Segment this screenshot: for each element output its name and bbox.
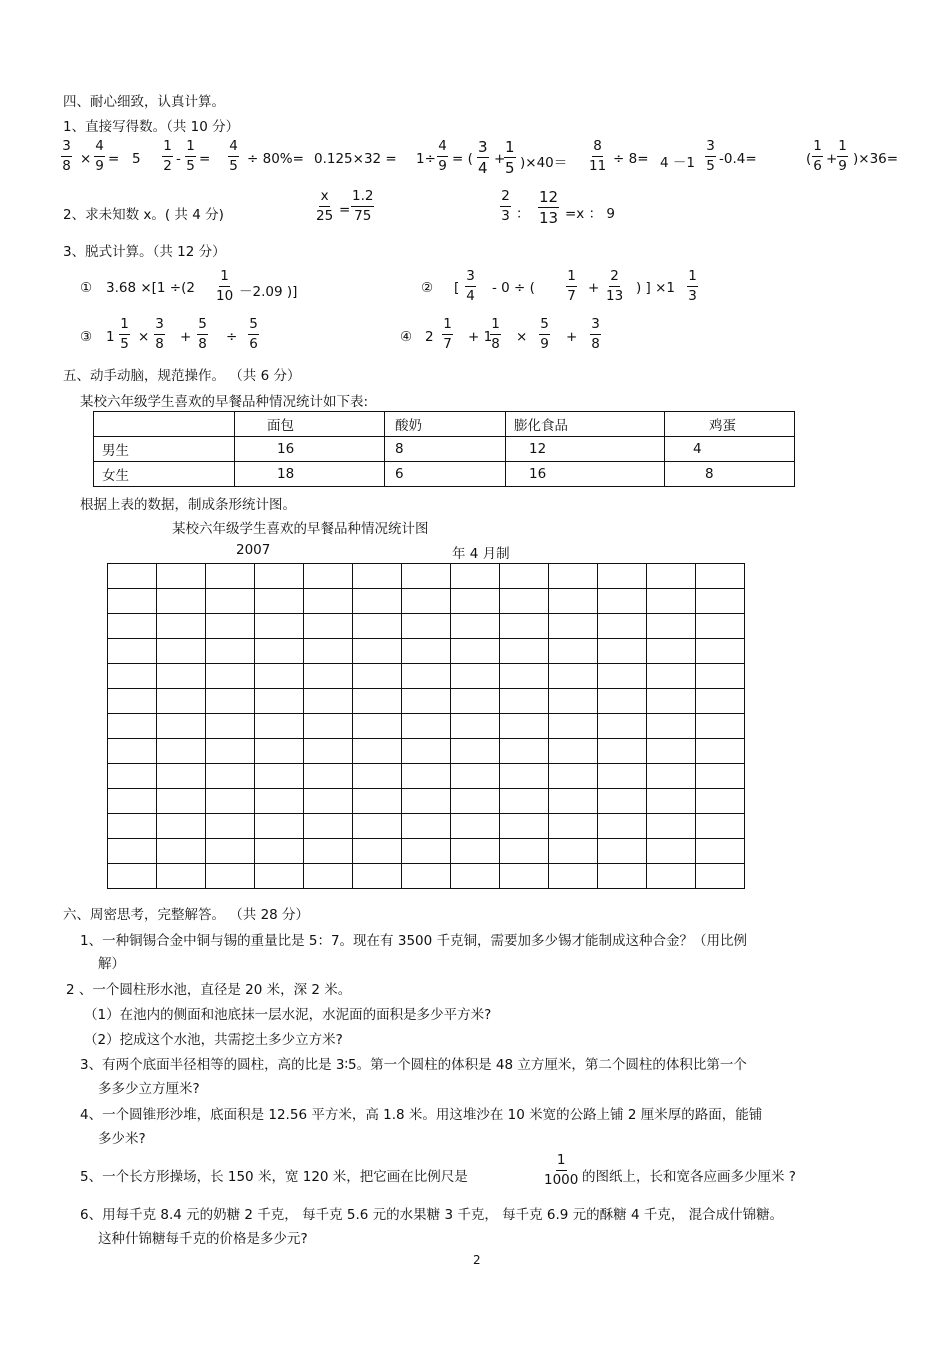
grid-cell xyxy=(108,739,157,764)
fraction: $\frac{1}{5}$ xyxy=(505,138,515,177)
grid-cell xyxy=(108,614,157,639)
number: 2 xyxy=(425,329,434,345)
problem-6: 6、用每千克 8.4 元的奶糖 2 千克， 每千克 5.6 元的水果糖 3 千克， 每千克 6.9 元的酥糖 4 千克， 混合成什锦糖。 xyxy=(80,1207,784,1223)
section4-heading: 四、耐心细致，认真计算。 xyxy=(63,94,225,110)
fraction: $\frac{3}{5}$ xyxy=(706,138,715,174)
problem-5-tail: 的图纸上，长和宽各应画多少厘米 ? xyxy=(582,1169,796,1185)
fraction: $\frac{3}{8}$ xyxy=(62,138,71,174)
grid-cell xyxy=(255,739,304,764)
grid-cell xyxy=(696,614,745,639)
expression: =x ： 9 xyxy=(565,206,615,222)
grid-cell xyxy=(206,664,255,689)
expression: 1÷ xyxy=(416,151,436,167)
grid-cell xyxy=(696,839,745,864)
grid-cell xyxy=(696,639,745,664)
item-marker: ① xyxy=(80,280,93,296)
grid-cell xyxy=(255,589,304,614)
grid-cell xyxy=(304,639,353,664)
fraction: $\frac{4}{9}$ xyxy=(95,138,104,174)
grid-cell xyxy=(451,689,500,714)
grid-cell xyxy=(402,739,451,764)
q1-title: 1、直接写得数。（共 10 分） xyxy=(63,119,240,135)
grid-row xyxy=(108,689,745,714)
fraction: $\frac{12}{13}$ xyxy=(539,188,559,227)
grid-cell xyxy=(500,739,549,764)
expression: －2.09 )] xyxy=(239,284,298,300)
table-row xyxy=(94,462,795,487)
fraction: $\frac{2}{13}$ xyxy=(606,268,624,304)
grid-cell xyxy=(500,589,549,614)
grid-cell xyxy=(108,564,157,589)
grid-cell xyxy=(549,839,598,864)
grid-cell xyxy=(598,764,647,789)
grid-cell xyxy=(598,589,647,614)
grid-cell xyxy=(353,789,402,814)
q2-title: 2、求未知数 x。( 共 4 分) xyxy=(63,207,224,223)
table-cell: 18 xyxy=(235,462,385,487)
grid-cell xyxy=(598,739,647,764)
grid-cell xyxy=(157,764,206,789)
grid-cell xyxy=(304,714,353,739)
grid-cell xyxy=(402,664,451,689)
fraction: $\frac{5}{9}$ xyxy=(540,316,549,352)
grid-cell xyxy=(157,639,206,664)
grid-cell xyxy=(451,864,500,889)
section5-heading: 五、动手动脑，规范操作。 （共 6 分） xyxy=(63,368,301,384)
grid-cell xyxy=(157,814,206,839)
number: 1 xyxy=(106,329,115,345)
grid-cell xyxy=(549,714,598,739)
problem-1-cont: 解） xyxy=(98,956,125,972)
grid-cell xyxy=(500,639,549,664)
problem-2-part-2: （2）挖成这个水池，共需挖土多少立方米? xyxy=(84,1032,343,1048)
expression: 4 －1 xyxy=(660,155,695,171)
fraction: $\frac{2}{3}$ xyxy=(501,188,510,224)
grid-cell xyxy=(108,814,157,839)
grid-cell xyxy=(451,714,500,739)
problem-3-cont: 多多少立方厘米? xyxy=(98,1081,200,1097)
grid-cell xyxy=(255,764,304,789)
grid-row xyxy=(108,839,745,864)
grid-cell xyxy=(598,714,647,739)
grid-cell xyxy=(500,714,549,739)
grid-cell xyxy=(549,814,598,839)
grid-cell xyxy=(647,839,696,864)
grid-cell xyxy=(402,564,451,589)
grid-cell xyxy=(549,639,598,664)
expression: )×40＝ xyxy=(520,155,568,171)
grid-cell xyxy=(451,639,500,664)
fraction: $\frac{1}{10}$ xyxy=(216,268,234,304)
expression: )×36= xyxy=(853,151,899,167)
operator: + xyxy=(826,151,838,167)
operator: ÷ xyxy=(226,329,238,345)
operator: + xyxy=(180,329,192,345)
grid-cell xyxy=(402,764,451,789)
grid-cell xyxy=(647,589,696,614)
number: 5 xyxy=(132,151,141,167)
fraction: $\frac{3}{4}$ xyxy=(466,268,475,304)
grid-cell xyxy=(549,789,598,814)
grid-cell xyxy=(598,864,647,889)
fraction: $\frac{1.2}{75}$ xyxy=(352,188,374,224)
grid-cell xyxy=(353,814,402,839)
grid-cell xyxy=(108,639,157,664)
grid-cell xyxy=(108,714,157,739)
table-cell: 8 xyxy=(665,462,795,487)
grid-cell xyxy=(206,764,255,789)
grid-cell xyxy=(206,864,255,889)
chart-date: 年 4 月制 xyxy=(452,546,510,562)
grid-cell xyxy=(500,564,549,589)
grid-cell xyxy=(598,789,647,814)
expression: ÷ 80%= xyxy=(247,151,304,167)
expression: 0.125×32 = xyxy=(314,151,397,167)
table-cell: 女生 xyxy=(94,462,235,487)
fraction: $\frac{1}{9}$ xyxy=(838,138,847,174)
operator: + 1 xyxy=(468,329,493,345)
table-cell: 16 xyxy=(506,462,665,487)
grid-cell xyxy=(451,589,500,614)
grid-cell xyxy=(353,714,402,739)
grid-cell xyxy=(402,714,451,739)
grid-cell xyxy=(206,639,255,664)
operator: × xyxy=(138,329,150,345)
grid-cell xyxy=(549,764,598,789)
operator: = ( xyxy=(452,151,473,167)
grid-cell xyxy=(206,814,255,839)
grid-cell xyxy=(255,564,304,589)
grid-cell xyxy=(304,739,353,764)
grid-cell xyxy=(696,739,745,764)
grid-cell xyxy=(108,864,157,889)
problem-5: 5、一个长方形操场，长 150 米，宽 120 米，把它画在比例尺是 xyxy=(80,1169,468,1185)
grid-cell xyxy=(108,764,157,789)
grid-cell xyxy=(206,714,255,739)
grid-cell xyxy=(647,639,696,664)
section6-heading: 六、周密思考，完整解答。 （共 28 分） xyxy=(63,907,310,923)
expression: - 0 ÷ ( xyxy=(492,280,535,296)
grid-row xyxy=(108,639,745,664)
grid-cell xyxy=(206,564,255,589)
fraction: $\frac{1}{2}$ xyxy=(163,138,172,174)
chart-year: 2007 xyxy=(236,542,271,558)
table-header: 膨化食品 xyxy=(506,412,665,437)
grid-cell xyxy=(647,814,696,839)
grid-cell xyxy=(696,814,745,839)
grid-cell xyxy=(157,614,206,639)
grid-cell xyxy=(255,864,304,889)
operator: ( xyxy=(806,151,812,167)
grid-cell xyxy=(647,714,696,739)
operator: + xyxy=(566,329,578,345)
operator: × xyxy=(516,329,528,345)
grid-cell xyxy=(255,664,304,689)
grid-row xyxy=(108,614,745,639)
grid-cell xyxy=(500,789,549,814)
grid-row xyxy=(108,864,745,889)
grid-cell xyxy=(353,764,402,789)
table-cell: 12 xyxy=(506,437,665,462)
grid-cell xyxy=(255,814,304,839)
chart-instruction: 根据上表的数据，制成条形统计图。 xyxy=(80,497,296,513)
grid-cell xyxy=(598,689,647,714)
operator: + xyxy=(588,280,600,296)
grid-cell xyxy=(451,564,500,589)
grid-cell xyxy=(255,689,304,714)
grid-cell xyxy=(500,664,549,689)
grid-cell xyxy=(304,839,353,864)
grid-cell xyxy=(647,664,696,689)
grid-cell xyxy=(696,789,745,814)
grid-cell xyxy=(598,564,647,589)
fraction: $\frac{3}{8}$ xyxy=(591,316,600,352)
grid-cell xyxy=(255,714,304,739)
grid-row xyxy=(108,564,745,589)
grid-cell xyxy=(549,689,598,714)
grid-cell xyxy=(255,789,304,814)
grid-cell xyxy=(598,839,647,864)
expression: ) ] ×1 xyxy=(636,280,676,296)
problem-6-cont: 这种什锦糖每千克的价格是多少元? xyxy=(98,1231,308,1247)
grid-cell xyxy=(304,814,353,839)
operator: ： xyxy=(516,206,530,222)
table-cell: 16 xyxy=(235,437,385,462)
grid-cell xyxy=(402,689,451,714)
table-header-row xyxy=(94,412,795,437)
grid-cell xyxy=(157,739,206,764)
grid-cell xyxy=(402,814,451,839)
grid-cell xyxy=(451,839,500,864)
grid-cell xyxy=(304,789,353,814)
grid-cell xyxy=(108,789,157,814)
grid-cell xyxy=(157,664,206,689)
grid-cell xyxy=(304,764,353,789)
grid-cell xyxy=(451,814,500,839)
grid-cell xyxy=(402,614,451,639)
fraction: $\frac{x}{25}$ xyxy=(316,188,334,224)
grid-row xyxy=(108,764,745,789)
grid-row xyxy=(108,739,745,764)
grid-cell xyxy=(206,614,255,639)
expression: ÷ 8= xyxy=(613,151,649,167)
grid-cell xyxy=(353,589,402,614)
grid-cell xyxy=(108,839,157,864)
grid-cell xyxy=(157,714,206,739)
expression: -0.4= xyxy=(719,151,757,167)
grid-cell xyxy=(696,664,745,689)
grid-cell xyxy=(451,739,500,764)
grid-cell xyxy=(157,589,206,614)
grid-row xyxy=(108,589,745,614)
grid-cell xyxy=(696,564,745,589)
item-marker: ③ xyxy=(80,329,93,345)
fraction: $\frac{4}{5}$ xyxy=(229,138,238,174)
grid-cell xyxy=(157,864,206,889)
grid-cell xyxy=(647,739,696,764)
grid-cell xyxy=(500,764,549,789)
grid-cell xyxy=(255,614,304,639)
grid-cell xyxy=(696,864,745,889)
problem-1: 1、一种铜锡合金中铜与锡的重量比是 5：7。现在有 3500 千克铜，需要加多少锡才能制成这种合金？（用比例 xyxy=(80,933,747,949)
grid-cell xyxy=(598,814,647,839)
grid-row xyxy=(108,814,745,839)
grid-cell xyxy=(353,639,402,664)
grid-cell xyxy=(353,739,402,764)
fraction: $\frac{5}{6}$ xyxy=(249,316,258,352)
table-cell: 6 xyxy=(385,462,506,487)
grid-cell xyxy=(402,639,451,664)
table-cell: 4 xyxy=(665,437,795,462)
problem-3: 3、有两个底面半径相等的圆柱，高的比是 3∶5。第一个圆柱的体积是 48 立方厘米，第二个圆柱的体积比第一个 xyxy=(80,1057,747,1073)
grid-cell xyxy=(353,689,402,714)
grid-cell xyxy=(549,589,598,614)
grid-cell xyxy=(353,839,402,864)
problem-2-part-1: （1）在池内的侧面和池底抹一层水泥，水泥面的面积是多少平方米? xyxy=(84,1007,492,1023)
chart-title: 某校六年级学生喜欢的早餐品种情况统计图 xyxy=(172,521,429,537)
fraction: $\frac{3}{8}$ xyxy=(155,316,164,352)
grid-cell xyxy=(549,864,598,889)
grid-cell xyxy=(255,839,304,864)
grid-cell xyxy=(451,614,500,639)
operator: = xyxy=(199,151,211,167)
grid-cell xyxy=(598,614,647,639)
grid-cell xyxy=(304,589,353,614)
grid-cell xyxy=(304,864,353,889)
grid-cell xyxy=(500,864,549,889)
grid-cell xyxy=(451,764,500,789)
grid-cell xyxy=(500,814,549,839)
grid-cell xyxy=(500,839,549,864)
table-header: 面包 xyxy=(235,412,385,437)
grid-cell xyxy=(206,839,255,864)
operator: + xyxy=(494,151,506,167)
q3-title: 3、脱式计算。（共 12 分） xyxy=(63,244,226,260)
breakfast-table xyxy=(93,411,795,487)
grid-cell xyxy=(549,664,598,689)
fraction: $\frac{1}{5}$ xyxy=(120,316,129,352)
grid-cell xyxy=(549,739,598,764)
grid-cell xyxy=(157,789,206,814)
grid-cell xyxy=(402,789,451,814)
operator: × xyxy=(80,151,92,167)
grid-cell xyxy=(206,739,255,764)
fraction: $\frac{8}{11}$ xyxy=(589,138,607,174)
item-marker: ② xyxy=(421,280,434,296)
table-cell: 男生 xyxy=(94,437,235,462)
operator: = xyxy=(108,151,120,167)
grid-cell xyxy=(696,764,745,789)
operator: - xyxy=(176,151,181,167)
grid-cell xyxy=(647,614,696,639)
table-header: 鸡蛋 xyxy=(665,412,795,437)
grid-cell xyxy=(108,689,157,714)
grid-cell xyxy=(549,614,598,639)
item-marker: ④ xyxy=(400,329,413,345)
grid-cell xyxy=(500,689,549,714)
table-header: 酸奶 xyxy=(385,412,506,437)
grid-row xyxy=(108,664,745,689)
operator: = xyxy=(339,202,351,218)
grid-cell xyxy=(647,864,696,889)
page-number: 2 xyxy=(473,1253,481,1267)
grid-cell xyxy=(549,564,598,589)
grid-cell xyxy=(500,614,549,639)
grid-cell xyxy=(696,714,745,739)
grid-cell xyxy=(402,839,451,864)
fraction: $\frac{1}{5}$ xyxy=(186,138,195,174)
fraction: $\frac{1}{8}$ xyxy=(491,316,500,352)
grid-cell xyxy=(304,689,353,714)
grid-cell xyxy=(353,614,402,639)
problem-4-cont: 多少米? xyxy=(98,1131,146,1147)
grid-cell xyxy=(255,639,304,664)
grid-cell xyxy=(353,564,402,589)
grid-cell xyxy=(157,564,206,589)
grid-cell xyxy=(696,589,745,614)
problem-4: 4、一个圆锥形沙堆，底面积是 12.56 平方米，高 1.8 米。用这堆沙在 10 米宽的公路上铺 2 厘米厚的路面，能铺 xyxy=(80,1107,763,1123)
operator: [ xyxy=(454,280,460,296)
grid-cell xyxy=(108,589,157,614)
fraction: $\frac{1}{7}$ xyxy=(443,316,452,352)
grid-cell xyxy=(647,764,696,789)
table-intro: 某校六年级学生喜欢的早餐品种情况统计如下表: xyxy=(80,394,369,410)
grid-cell xyxy=(402,589,451,614)
table-row xyxy=(94,437,795,462)
expression: 3.68 ×[1 ÷(2 xyxy=(106,280,195,296)
grid-cell xyxy=(647,789,696,814)
fraction: $\frac{3}{4}$ xyxy=(478,138,488,177)
grid-cell xyxy=(353,864,402,889)
grid-row xyxy=(108,714,745,739)
problem-2: 2 、一个圆柱形水池，直径是 20 米，深 2 米。 xyxy=(66,982,352,998)
grid-cell xyxy=(304,664,353,689)
grid-cell xyxy=(304,564,353,589)
grid-cell xyxy=(206,789,255,814)
table-cell: 8 xyxy=(385,437,506,462)
grid-cell xyxy=(206,589,255,614)
grid-cell xyxy=(451,789,500,814)
grid-cell xyxy=(157,839,206,864)
grid-cell xyxy=(157,689,206,714)
grid-cell xyxy=(206,689,255,714)
grid-cell xyxy=(598,639,647,664)
fraction: $\frac{1}{6}$ xyxy=(813,138,822,174)
grid-cell xyxy=(304,614,353,639)
grid-cell xyxy=(353,664,402,689)
grid-cell xyxy=(402,864,451,889)
grid-row xyxy=(108,789,745,814)
fraction: $\frac{4}{9}$ xyxy=(438,138,447,174)
fraction: $\frac{5}{8}$ xyxy=(198,316,207,352)
grid-cell xyxy=(647,564,696,589)
grid-cell xyxy=(598,664,647,689)
grid-cell xyxy=(108,664,157,689)
table-cell xyxy=(94,412,235,437)
fraction: $\frac{1}{7}$ xyxy=(567,268,576,304)
grid-cell xyxy=(451,664,500,689)
blank-chart-grid xyxy=(107,563,745,889)
grid-cell xyxy=(696,689,745,714)
scale-fraction: $\frac{1}{1000}$ xyxy=(544,1152,579,1188)
fraction: $\frac{1}{3}$ xyxy=(688,268,697,304)
grid-cell xyxy=(647,689,696,714)
